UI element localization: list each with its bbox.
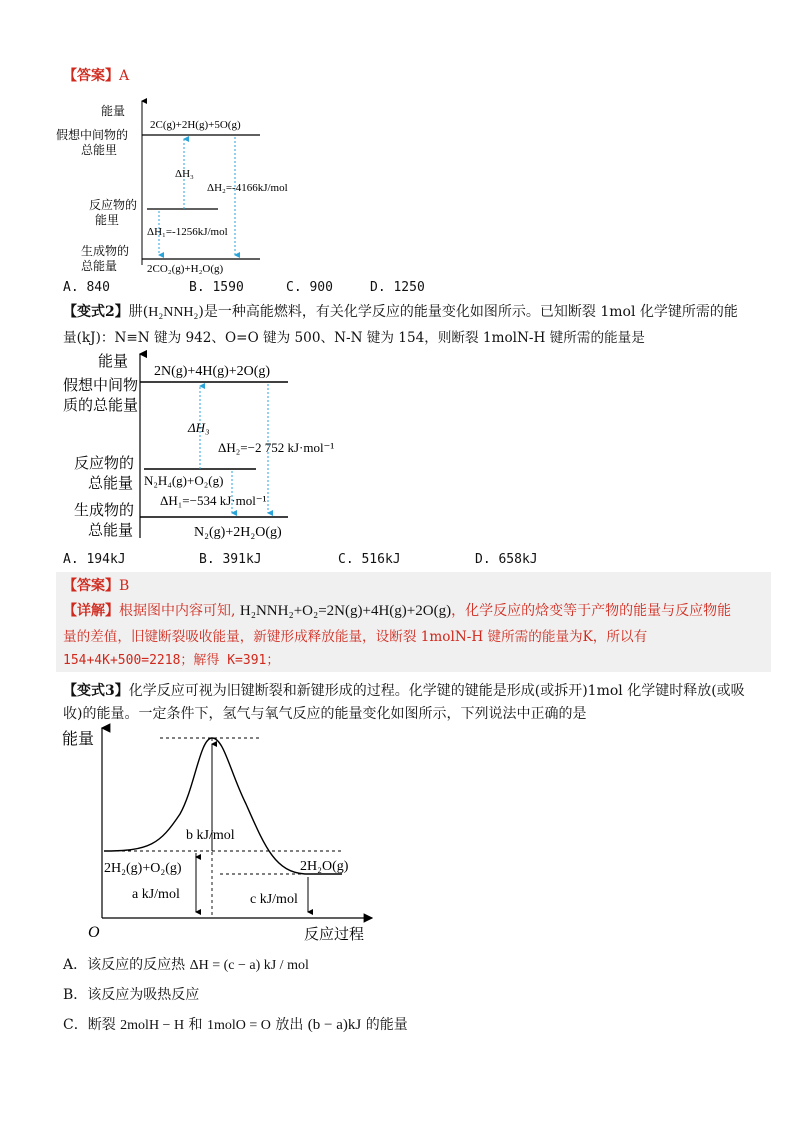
q2-text-a: 肼( (128, 304, 149, 320)
level-bottom-label-2: 总能量 (81, 259, 118, 273)
question-2-tag: 【变式2】 (63, 304, 129, 320)
option-b: B．该反应为吸热反应 (63, 987, 200, 1003)
energy-axis-label: 能量 (98, 354, 129, 370)
question-3-line-1 (63, 681, 745, 701)
answer-value: B (119, 578, 130, 594)
level-bottom-label-1: 生成物的 (81, 244, 130, 258)
answer-bracket: 【答案】 (63, 578, 119, 594)
dh2-label: ΔH₂=-4166kJ/mol (207, 182, 288, 194)
detail-tag: 【详解】 (63, 603, 119, 619)
a-energy-label: a kJ/mol (132, 887, 180, 902)
energy-axis-label: 能量 (101, 104, 126, 118)
answer-value: A (119, 68, 130, 84)
option-c: C. 900 (286, 280, 333, 295)
level-mid-label-2: 能里 (95, 213, 120, 227)
energy-diagram-3 (60, 722, 390, 952)
top-level-label-2: 质的总能量 (63, 398, 139, 414)
detail-text-a: 根据图中内容可知, (119, 603, 236, 619)
energy-diagram-1 (55, 95, 325, 280)
detail-equation: H₂NNH₂+O₂=2N(g)+4H(g)+2O(g) (239, 603, 452, 619)
option-c: C. 516kJ (338, 552, 401, 567)
detail-line-3: 154+4K+500=2218；解得 K=391； (63, 653, 280, 668)
option-a-formula: ΔH = (c − a) kJ / mol (189, 958, 309, 973)
energy-diagram-2 (60, 348, 360, 548)
bottom-level-label-2: 总能量 (88, 523, 134, 539)
level-top-label-1: 假想中间物的 (56, 128, 129, 142)
answer-bracket: 【答案】 (63, 68, 119, 84)
option-a: A. 194kJ (63, 552, 126, 567)
option-a: A. 840 (63, 280, 110, 295)
option-c-formula-3: (b − a)kJ (307, 1017, 362, 1033)
c-energy-label: c kJ/mol (250, 892, 298, 907)
dh3-label: ΔH₃ (175, 168, 194, 180)
level-mid-label-1: 反应物的 (89, 198, 138, 212)
question-3-line-2: 收)的能量。一定条件下，氢气与氧气反应的能量变化如图所示，下列说法中正确的是 (63, 706, 587, 722)
top-level-label-1: 假想中间物 (63, 378, 139, 394)
q2-formula: H₂NNH₂ (148, 305, 199, 320)
detail-line-1 (63, 601, 731, 621)
level-top-label-2: 总能里 (81, 143, 118, 157)
option-c-text-b: 和 (188, 1017, 203, 1033)
dh1-label: ΔH₁=-1256kJ/mol (147, 226, 228, 238)
top-species: 2C(g)+2H(g)+5O(g) (150, 119, 241, 131)
option-c-text-d: 的能量 (365, 1017, 408, 1033)
bottom-level-label-1: 生成物的 (74, 503, 135, 519)
option-c-formula-2: 1molO = O (206, 1018, 271, 1033)
option-d: D. 658kJ (475, 552, 538, 567)
detail-line-2: 量的差值，旧键断裂吸收能量，新键形成释放能量，设断裂 1molN-H 键所需的能量为K，所以有 (63, 629, 648, 645)
answer-line-2 (63, 576, 129, 596)
products-label: 2H₂O(g) (300, 859, 349, 874)
question-2-line-2: 量(kJ)：N≡N 键为 942、O=O 键为 500、N-N 键为 154，则断裂 1molN-H 键所需的能量是 (63, 330, 645, 346)
mid-species: N₂H₄(g)+O₂(g) (144, 473, 224, 488)
q2-text-b: )是一种高能燃料，有关化学反应的能量变化如图所示。已知断裂 1mol 化学键所需的能 (198, 304, 738, 320)
detail-text-b: ，化学反应的焓变等于产物的能量与反应物能 (451, 603, 732, 619)
option-c-formula-1: 2molH − H (120, 1018, 185, 1033)
option-b: B. 1590 (189, 280, 244, 295)
bottom-species: N₂(g)+2H₂O(g) (194, 525, 282, 540)
dh2-label: ΔH₂=−2 752 kJ·mol⁻¹ (218, 440, 335, 455)
reactants-label: 2H₂(g)+O₂(g) (104, 861, 182, 876)
b-energy-label: b kJ/mol (186, 828, 235, 843)
option-a-text: A．该反应的反应热 (63, 957, 186, 973)
mid-level-label-2: 总能量 (88, 476, 134, 492)
energy-axis-label: 能量 (62, 731, 95, 748)
option-c-text-c: 放出 (275, 1017, 304, 1033)
answer-line-1 (63, 66, 129, 86)
mid-level-label-1: 反应物的 (74, 456, 135, 472)
option-a (63, 955, 309, 976)
dh3-label: ΔH₃ (188, 420, 210, 435)
top-species: 2N(g)+4H(g)+2O(g) (154, 364, 271, 379)
x-axis-label: 反应过程 (304, 927, 365, 943)
q3-text-a: 化学反应可视为旧键断裂和新键形成的过程。化学键的键能是形成(或拆开)1mol 化学键时释放(或吸 (128, 683, 745, 699)
option-c (63, 1015, 408, 1036)
bottom-species: 2CO₂(g)+H₂O(g) (147, 263, 224, 275)
option-c-text-a: C．断裂 (63, 1017, 116, 1033)
question-3-tag: 【变式3】 (63, 683, 129, 699)
option-b: B. 391kJ (199, 552, 262, 567)
dh1-label: ΔH₁=−534 kJ·mol⁻¹ (160, 493, 267, 508)
option-d: D. 1250 (370, 280, 425, 295)
origin-label: O (88, 924, 100, 941)
question-2-line-1 (63, 302, 738, 323)
